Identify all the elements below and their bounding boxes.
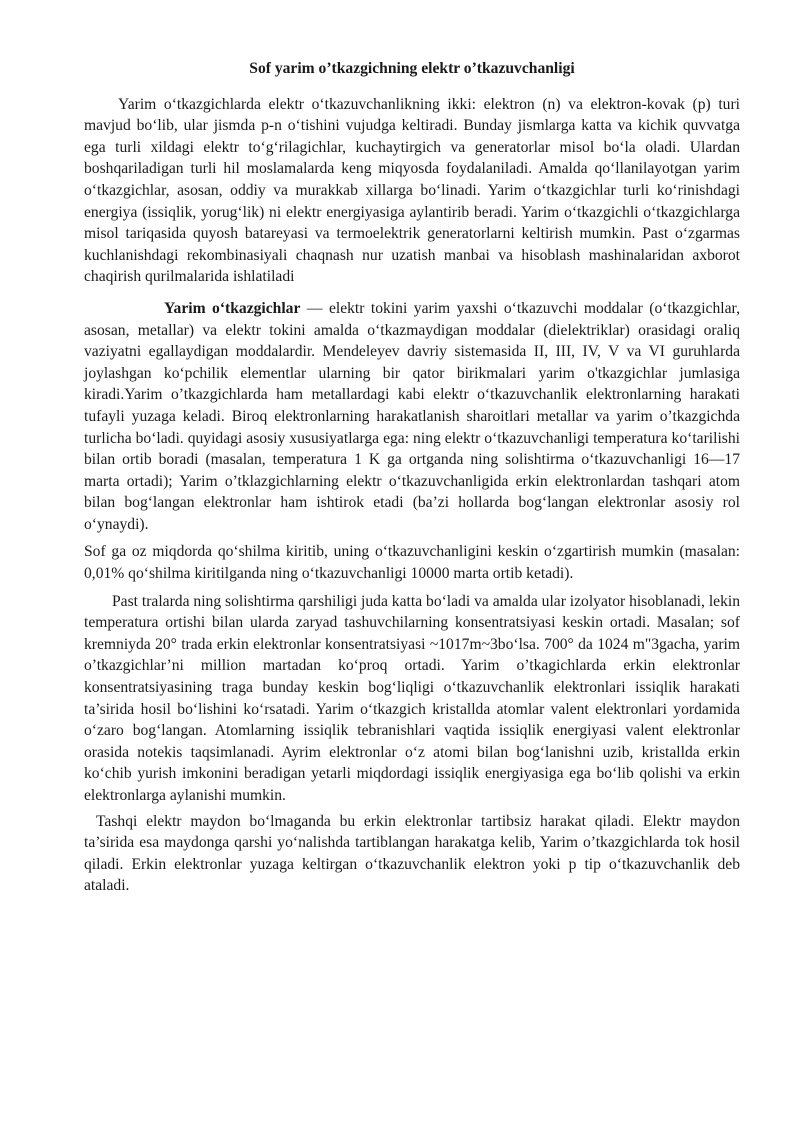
document-page (84, 58, 740, 897)
paragraph-definition (84, 298, 740, 536)
paragraph-temperature: Past tralarda ning solishtirma qarshiligi juda katta bo‘ladi va amalda ular izolyator hisoblanadi, lekin temperatura ortishi bilan ularda zaryad tashuvchilarning konsentratsiyasi keskin ortadi. Masalan; sof kremniyda 20° trada erkin elektronlar konsentratsiyasi ~1017m~3bo‘lsa. 700° da 1024 m"3gacha, yarim o’tkazgichlar’ni million martadan ko‘proq ortadi. Yarim o’tkagichlarda erkin elektronlar konsentratsiyasining traga bunday keskin bog‘liqligi o‘tkazuvchanlik elektronlari issiqlik harakati ta’sirida hosil bo‘lishini ko‘rsatadi. Yarim o‘tkazgich kristallda atomlar valent elektronlari yordamida o‘zaro bog‘langan. Atomlarning issiqlik tebranishlari vaqtida issiqlik energiyasi valent elektronlar orasida notekis taqsimlanadi. Ayrim elektronlar o‘z atomi bilan bog‘lanishni uzib, kristallda erkin ko‘chib yurish imkonini beradigan yetarli miqdordagi issiqlik energiyasiga ega bo‘lib qolishi va erkin elektronlarga aylanishi mumkin. (84, 592, 740, 804)
paragraph-impurity: Sof ga oz miqdorda qo‘shilma kiritib, uning o‘tkazuvchanligini keskin o‘zgartirish mumkin (masalan: 0,01% qo‘shilma kiritilganda ning o‘tkazuvchanligi 10000 marta ortib ketadi). (84, 543, 740, 583)
page-title: Sof yarim o’tkazgichning elektr o’tkazuvchanligi (249, 60, 575, 77)
definition-text: — elektr tokini yarim yaxshi o‘tkazuvchi moddalar (o‘tkazgichlar, asosan, metallar) va elektr tokini amalda o‘tkazmaydigan moddalar (dielektriklar) orasidagi oraliq vaziyatni egallaydigan moddalardir. Mendeleyev davriy sistemasida II, III, IV, V va VI guruhlarda joylashgan ko‘pchilik elementlar ularning bir qator birikmalari yarim o'tkazgichlar jumlasiga kiradi.Yarim o’tkazgichlarda ham metallardagi kabi elektr o‘tkazuvchanlik elektronlarning harakati tufayli yuzaga keladi. Biroq elektronlarning harakatlanish sharoitlari metallar va yarim o’tkazgichda turlicha bo‘ladi. quyidagi asosiy xususiyatlarga ega: ning elektr o‘tkazuvchanligi temperatura ko‘tarilishi bilan ortib boradi (masalan, temperatura 1 K ga ortganda ning solishtirma o‘tkazuvchanligi 16—17 marta ortadi); Yarim o’tklazgichlarning elektr o‘tkazuvchanligida erkin elektronlardan tashqari atom bilan bog‘langan elektronlar ham ishtirok etadi (ba’zi hollarda bog‘langan elektronlar asosiy rol o‘ynaydi). (84, 299, 740, 533)
paragraph-intro: Yarim o‘tkazgichlarda elektr o‘tkazuvchanlikning ikki: elektron (n) va elektron-kovak (p) turi mavjud bo‘lib, ular jismda p-n o‘tishini vujudga keltiradi. Bunday jismlarga katta va kichik quvvatga ega turli xildagi elektr to‘g‘rilagichlar, kuchaytirgich va generatorlar misol bo‘la oladi. Ulardan boshqariladigan turli hil moslamalarda keng miqyosda foydalaniladi. Amalda qo‘llanilayotgan yarim o‘tkazgichlar, asosan, oddiy va murakkab xillarga bo‘linadi. Yarim o‘tkazgichlar turli ko‘rinishdagi energiya (issiqlik, yorug‘lik) ni elektr energiyasiga aylantirib beradi. Yarim o‘tkazgichli o‘tkazgichlarga misol tariqasida quyosh batareyasi va termoelektrik generatorlarni keltirish mumkin. Past o‘zgarmas kuchlanishdagi rekombinasiyali chaqnash nur uzatish manbai va hisoblash mashinalaridan axborot chaqirish qurilmalarida ishlatiladi (84, 95, 740, 286)
paragraph-electric-field: Tashqi elektr maydon bo‘lmaganda bu erkin elektronlar tartibsiz harakat qiladi. Elektr maydon ta’sirida esa maydonga qarshi yo‘nalishda tartiblangan harakatga kelib, Yarim o’tkazgichlarda tok hosil qiladi. Erkin elektronlar yuzaga keltirgan o‘tkazuvchanlik elektron yoki p tip o‘tkazuvchanlik deb ataladi. (84, 812, 740, 895)
defined-term: Yarim o‘tkazgichlar (164, 299, 301, 317)
